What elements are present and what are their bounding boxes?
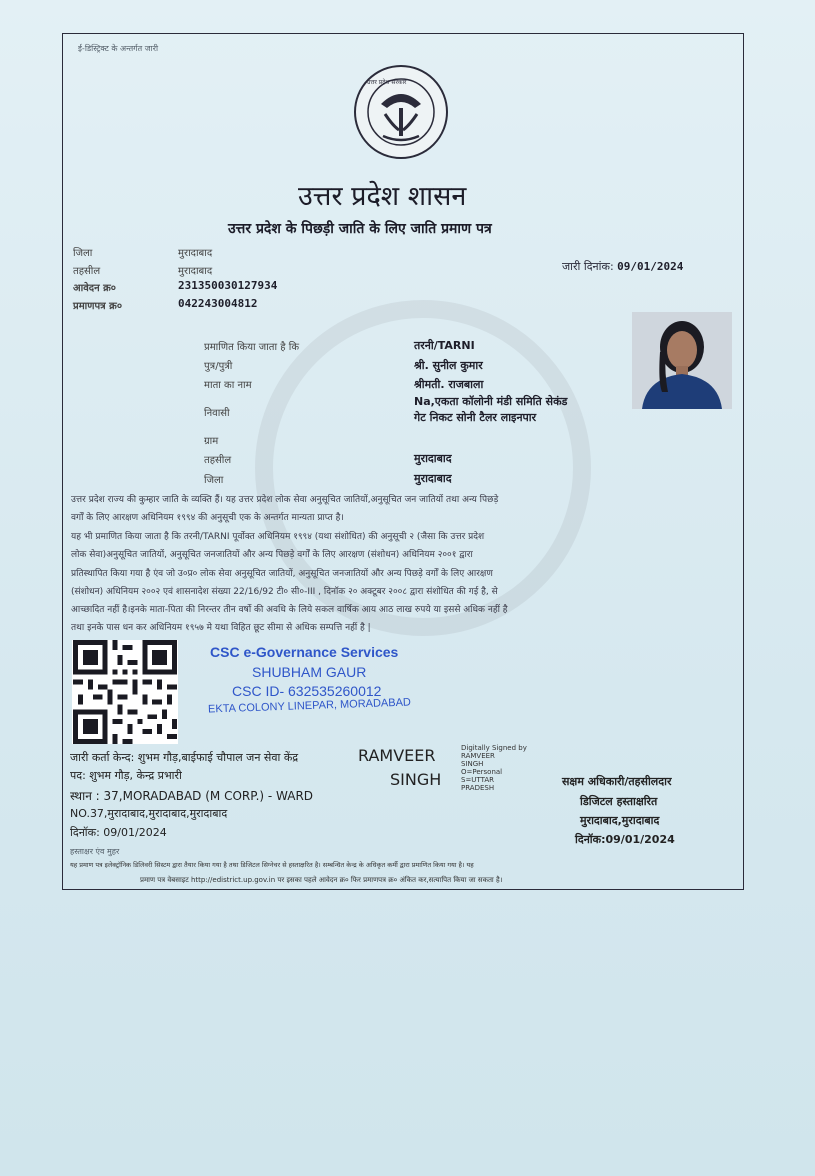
certificate-number: 042243004812	[178, 297, 258, 310]
sig-detail: PRADESH	[461, 784, 495, 792]
para-line: वर्गों के लिए आरक्षण अधिनियम १९९४ की अनुसूची एक के अन्तर्गत मान्यता प्राप्त है।	[71, 513, 344, 523]
address-line1: Na,एकता कॉलोनी मंडी समिति सेकंड	[414, 395, 568, 408]
para-line: प्रतिस्थापित किया गया है एंव जो उ०प्र० लोक सेवा अनुसूचित जातियों, अनुसूचित जनजातियों और अन्य पिछड़े वर्गों के लिए आरक्षण	[71, 569, 493, 579]
applicant-photo	[632, 312, 732, 409]
district-label: जिला	[73, 248, 93, 259]
stamp-line4: EKTA COLONY LINEPAR, MORADABAD	[207, 696, 412, 716]
sig-detail: Digitally Signed by	[461, 744, 527, 752]
certificate-label: प्रमाणपत्र क्र०	[73, 301, 123, 312]
sig-detail: O=Personal	[461, 768, 503, 776]
stamp-line2: SHUBHAM GAUR	[252, 664, 367, 680]
stamp-line1: CSC e-Governance Services	[210, 644, 399, 660]
sig-detail: SINGH	[461, 760, 484, 768]
footer-line1: यह प्रमाण पत्र इलेक्ट्रॉनिक डिलिवरी सिस्टम द्वारा तैयार किया गया है तथा डिजिटल सिग्नेचर से हस्ताक्षरित है। सम्बन्धित केन्द्र के अधिकृत कर्मी द्वारा प्रमाणित किया गया है। यह	[70, 861, 474, 869]
header-note: ई-डिस्ट्रिक्ट के अन्तर्गत जारी	[78, 44, 159, 53]
authority-title: सक्षम अधिकारी/तहसीलदार	[562, 775, 672, 788]
father-name: श्री. सुनील कुमार	[414, 359, 483, 372]
para-line: (संशोधन) अधिनियम २००२ एवं शासनादेश संख्या 22/16/92 टी० सी०-III , दिनॉक २० अक्टूबर २००८ द्वारा संशोधित की गई है, से	[71, 587, 498, 597]
certificate-title: उत्तर प्रदेश शासन	[298, 181, 467, 212]
digital-signature-details	[461, 744, 527, 792]
detail-tehsil-label: तहसील	[204, 455, 232, 466]
issuer-place-line1: स्थान : 37,MORADABAD (M CORP.) - WARD	[70, 789, 314, 803]
sig-detail: S=UTTAR	[461, 776, 494, 784]
district-value: मुरादाबाद	[178, 248, 213, 259]
detail-district-label: जिला	[204, 475, 224, 486]
issue-date-label: जारी दिनांक:	[562, 260, 614, 273]
para-line: तथा इनके पास धन कर अधिनियम १९५७ मे यथा विहित छूट सीमा से अधिक सम्पत्ति नहीं है |	[71, 623, 371, 633]
para-line: लोक सेवा)अनुसूचित जातियों, अनुसूचित जनजातियों और अन्य पिछड़े वर्गों के लिए आरक्षण (संशोधन) अधिनियम २००१ द्वारा	[71, 550, 473, 560]
para-line: उत्तर प्रदेश राज्य की कुम्हार जाति के व्यक्ति हैं। यह उत्तर प्रदेश लोक सेवा अनुसूचित जातियों,अनुसूचित जन जातियों तथा अन्य पिछड़े	[71, 495, 499, 505]
detail-district-value: मुरादाबाद	[414, 472, 452, 485]
detail-tehsil-value: मुरादाबाद	[414, 452, 452, 465]
signer-name-line1: RAMVEER	[358, 746, 436, 765]
issuer-place-line2: NO.37,मुरादाबाद,मुरादाबाद,मुरादाबाद	[70, 807, 228, 820]
tehsil-value: मुरादाबाद	[178, 266, 213, 277]
mother-label: माता का नाम	[204, 380, 252, 391]
issuer-sign-label: हस्ताक्षर एंव मुहर	[70, 847, 120, 856]
sig-detail: RAMVEER	[461, 752, 495, 760]
issue-date-value: 09/01/2024	[617, 260, 684, 273]
para-line: यह भी प्रमाणित किया जाता है कि तरनी/TARNI पूर्वोक्त अधिनियम १९९४ (यथा संशोधित) की अनुसूची २ (जैसा कि उत्तर प्रदेश	[71, 532, 485, 542]
father-label: पुत्र/पुत्री	[204, 361, 233, 372]
issuer-date: दिनॉक: 09/01/2024	[70, 826, 167, 839]
mother-name: श्रीमती. राजबाला	[414, 378, 484, 391]
issue-date	[562, 259, 683, 274]
emblem-text: उत्तर प्रदेश सरकार	[367, 79, 407, 86]
name-label: प्रमाणित किया जाता है कि	[204, 342, 300, 353]
tehsil-label: तहसील	[73, 266, 101, 277]
issuer-post: पद: शुभम गौड़, केन्द्र प्रभारी	[70, 769, 182, 782]
authority-place: मुरादाबाद,मुरादाबाद	[580, 814, 660, 827]
para-line: आच्छादित नहीं है।इनके माता-पिता की निरन्तर तीन वर्षो की अवधि के लिये सकल वार्षिक आय आठ लाख रुपये या इससे अधिक नहीं है	[71, 605, 508, 615]
qr-code	[72, 640, 178, 744]
authority-date: दिनॉक:09/01/2024	[575, 833, 675, 846]
village-label: ग्राम	[204, 436, 219, 447]
application-label: आवेदन क्र०	[73, 283, 117, 294]
signer-name-line2: SINGH	[390, 770, 442, 789]
authority-signed: डिजिटल हस्ताक्षरित	[580, 795, 658, 808]
certificate-subtitle: उत्तर प्रदेश के पिछड़ी जाति के लिए जाति प्रमाण पत्र	[228, 221, 492, 237]
application-number: 231350030127934	[178, 279, 278, 292]
issuer-center: जारी कर्ता केन्द: शुभम गौड़,बाईफाई चौपाल जन सेवा केंद्र	[70, 751, 299, 764]
footer-line2: प्रमाण पत्र वेबसाइट http://edistrict.up.gov.in पर इसका पहले आवेदन क्र० फिर प्रमाणपत्र क्र० अंकित कर,सत्यापित किया जा सकता है।	[140, 876, 503, 884]
address-line2: गेट निकट सोनी टैलर लाइनपार	[414, 411, 537, 424]
resident-label: निवासी	[204, 408, 230, 419]
applicant-name: तरनी/TARNI	[414, 339, 475, 352]
stamp-line3: CSC ID- 632535260012	[232, 683, 382, 699]
